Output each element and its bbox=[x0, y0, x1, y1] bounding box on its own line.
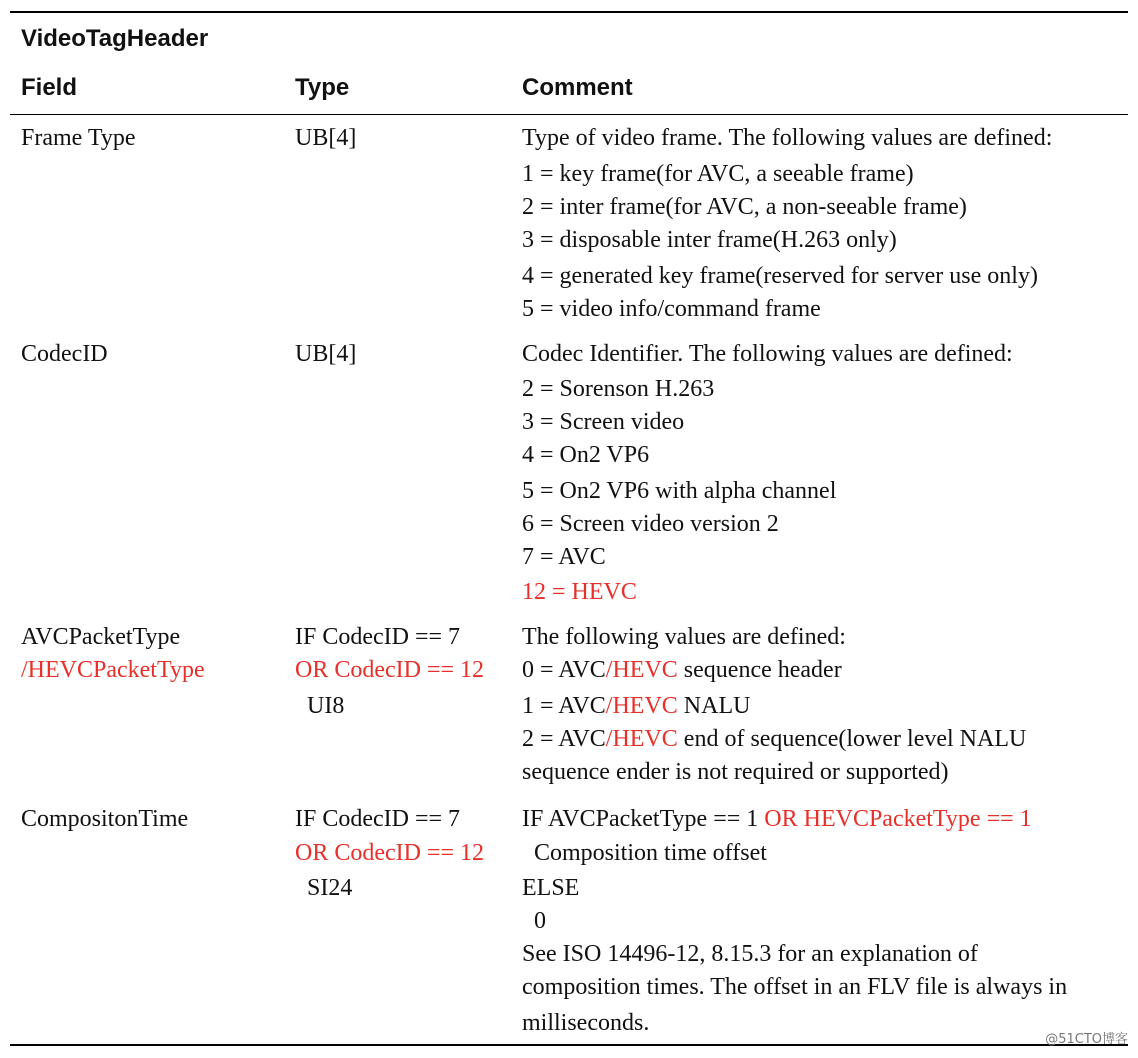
row-field: Frame Type bbox=[21, 125, 136, 151]
header-rule bbox=[10, 114, 1128, 115]
row-comment-line: 5 = video info/command frame bbox=[522, 296, 821, 322]
row-field: CodecID bbox=[21, 341, 108, 367]
row-comment-line: 1 = AVC/HEVC NALU bbox=[522, 693, 751, 719]
row-type-highlight: OR CodecID == 12 bbox=[295, 840, 485, 866]
header-comment: Comment bbox=[522, 74, 633, 101]
row-comment-line: composition times. The offset in an FLV file is always in bbox=[522, 974, 1068, 1000]
row-comment-line-highlight: 12 = HEVC bbox=[522, 579, 637, 605]
bottom-rule bbox=[10, 1044, 1128, 1046]
row-comment-line: 5 = On2 VP6 with alpha channel bbox=[522, 478, 837, 504]
row-type-sub: SI24 bbox=[307, 875, 353, 901]
row-comment-line: 4 = On2 VP6 bbox=[522, 442, 650, 468]
row-comment-line: The following values are defined: bbox=[522, 624, 846, 650]
row-comment-line: See ISO 14496-12, 8.15.3 for an explanation of bbox=[522, 941, 978, 967]
header-field: Field bbox=[21, 74, 78, 101]
table-title: VideoTagHeader bbox=[21, 25, 209, 52]
row-comment-line: 0 bbox=[522, 908, 546, 934]
row-comment-line: 0 = AVC/HEVC sequence header bbox=[522, 657, 842, 683]
row-type-highlight: OR CodecID == 12 bbox=[295, 657, 485, 683]
row-type: UB[4] bbox=[295, 125, 357, 151]
row-type: UB[4] bbox=[295, 341, 357, 367]
row-comment-line: 3 = Screen video bbox=[522, 409, 685, 435]
row-comment-line: milliseconds. bbox=[522, 1010, 650, 1036]
row-comment-line: 6 = Screen video version 2 bbox=[522, 511, 779, 537]
row-comment-line: 7 = AVC bbox=[522, 544, 606, 570]
row-field: CompositonTime bbox=[21, 806, 189, 832]
row-type-sub: UI8 bbox=[307, 693, 345, 719]
row-comment-line: 3 = disposable inter frame(H.263 only) bbox=[522, 227, 897, 253]
row-field: AVCPacketType bbox=[21, 624, 181, 650]
row-comment-line: Composition time offset bbox=[522, 840, 767, 866]
row-type: IF CodecID == 7 bbox=[295, 624, 461, 650]
header-type: Type bbox=[295, 74, 350, 101]
row-comment-line: IF AVCPacketType == 1 OR HEVCPacketType == 1 bbox=[522, 806, 1032, 832]
watermark: @51CTO博客 bbox=[1045, 1032, 1128, 1047]
row-comment-line: ELSE bbox=[522, 875, 580, 901]
row-comment-line: sequence ender is not required or supported) bbox=[522, 759, 949, 785]
row-comment-line: Type of video frame. The following values are defined: bbox=[522, 125, 1053, 151]
row-field-highlight: /HEVCPacketType bbox=[21, 657, 205, 683]
row-comment-line: 4 = generated key frame(reserved for server use only) bbox=[522, 263, 1038, 289]
row-comment-line: 2 = inter frame(for AVC, a non-seeable frame) bbox=[522, 194, 967, 220]
row-type: IF CodecID == 7 bbox=[295, 806, 461, 832]
row-comment-line: Codec Identifier. The following values are defined: bbox=[522, 341, 1013, 367]
row-comment-line: 2 = Sorenson H.263 bbox=[522, 376, 715, 402]
top-rule bbox=[10, 11, 1128, 13]
row-comment-line: 2 = AVC/HEVC end of sequence(lower level NALU bbox=[522, 726, 1027, 752]
row-comment-line: 1 = key frame(for AVC, a seeable frame) bbox=[522, 161, 914, 187]
